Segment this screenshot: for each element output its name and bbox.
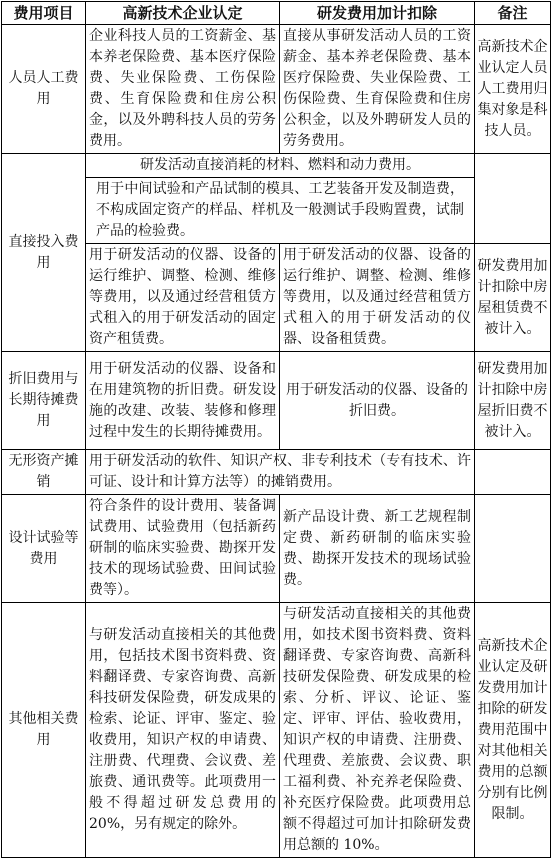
row-label-direct: 直接投入费用: [2, 154, 86, 352]
row-label-depreciation: 折旧费用与长期待摊费用: [2, 352, 86, 450]
cell-design-hightech: 符合条件的设计费用、装备调试费用、试验费用（包括新药研制的临床实验费、勘探开发技术的现场试验费、田间试验费等）。: [86, 495, 280, 603]
table-row-depreciation: [2, 352, 551, 450]
cell-design-rnd: 新产品设计费、新工艺规程制定费、新药研制的临床实验费、勘探开发技术的现场试验费。: [280, 495, 475, 603]
cell-direct-note-empty: [475, 154, 551, 244]
header-rnd: 研发费用加计扣除: [280, 2, 475, 25]
table-row-direct-1: [2, 154, 551, 178]
cell-design-note-empty: [475, 495, 551, 603]
table-row-other: [2, 603, 551, 858]
table-row-personnel: [2, 25, 551, 154]
cell-depreciation-note: 研发费用加计扣除中房屋折旧费不被计入。: [475, 352, 551, 450]
cell-personnel-rnd: 直接从事研发活动人员的工资薪金、基本养老保险费、基本医疗保险费、失业保险费、工伤保险费、生育保险费和住房公积金，以及外聘研发人员的劳务费用。: [280, 25, 475, 154]
cell-other-hightech: 与研发活动直接相关的其他费用，包括技术图书资料费、资料翻译费、专家咨询费、高新科技研发保险费，研发成果的检索、论证、评审、鉴定、验收费用，知识产权的申请费、注册费、代理费、会议费、差旅费、通讯费等。此项费用一般不得超过研发总费用的 20%，另有规定的除外。: [86, 603, 280, 858]
row-label-other: 其他相关费用: [2, 603, 86, 858]
expense-comparison-table: [1, 1, 551, 858]
cell-intangible-note-empty: [475, 450, 551, 495]
table-row-intangible: [2, 450, 551, 495]
table-header-row: [2, 2, 551, 25]
cell-depreciation-hightech: 用于研发活动的仪器、设备和在用建筑物的折旧费。研发设施的改建、改装、装修和修理过程中发生的长期待摊费用。: [86, 352, 280, 450]
row-label-personnel: 人员人工费用: [2, 25, 86, 154]
row-label-design: 设计试验等费用: [2, 495, 86, 603]
cell-personnel-note: 高新技术企业认定人员人工费用归集对象是科技人员。: [475, 25, 551, 154]
cell-direct-note: 研发费用加计扣除中房屋租赁费不被计入。: [475, 244, 551, 352]
header-item: 费用项目: [2, 2, 86, 25]
cell-personnel-hightech: 企业科技人员的工资薪金、基本养老保险费、基本医疗保险费、失业保险费、工伤保险费、生育保险费和住房公积金，以及外聘科技人员的劳务费用。: [86, 25, 280, 154]
cell-direct-rnd: 用于研发活动的仪器、设备的运行维护、调整、检测、维修等费用，以及通过经营租赁方式租入的用于研发活动的仪器、设备租赁费。: [280, 244, 475, 352]
cell-direct-trial: 用于中间试验和产品试制的模具、工艺装备开发及制造费，不构成固定资产的样品、样机及一般测试手段购置费，试制产品的检验费。: [86, 178, 475, 244]
cell-direct-materials: 研发活动直接消耗的材料、燃料和动力费用。: [86, 154, 475, 178]
cell-other-rnd: 与研发活动直接相关的其他费用，如技术图书资料费、资料翻译费、专家咨询费、高新科技研发保险费、研发成果的检索、分析、评议、论证、鉴定、评审、评估、验收费用，知识产权的申请费、注册费、代理费、差旅费、会议费、职工福利费、补充养老保险费、补充医疗保险费。此项费用总额不得超过可加计扣除研发费用总额的 10%。: [280, 603, 475, 858]
cell-direct-hightech: 用于研发活动的仪器、设备的运行维护、调整、检测、维修等费用，以及通过经营租赁方式租入的用于研发活动的固定资产租赁费。: [86, 244, 280, 352]
header-note: 备注: [475, 2, 551, 25]
table-row-design: [2, 495, 551, 603]
row-label-intangible: 无形资产摊销: [2, 450, 86, 495]
cell-depreciation-rnd: 用于研发活动的仪器、设备的折旧费。: [280, 352, 475, 450]
cell-intangible: 用于研发活动的软件、知识产权、非专利技术（专有技术、许可证、设计和计算方法等）的摊销费用。: [86, 450, 475, 495]
header-hightech: 高新技术企业认定: [86, 2, 280, 25]
cell-other-note: 高新技术企业认定及研发费用加计扣除的研发费用范围中对其他相关费用的总额分别有比例限制。: [475, 603, 551, 858]
